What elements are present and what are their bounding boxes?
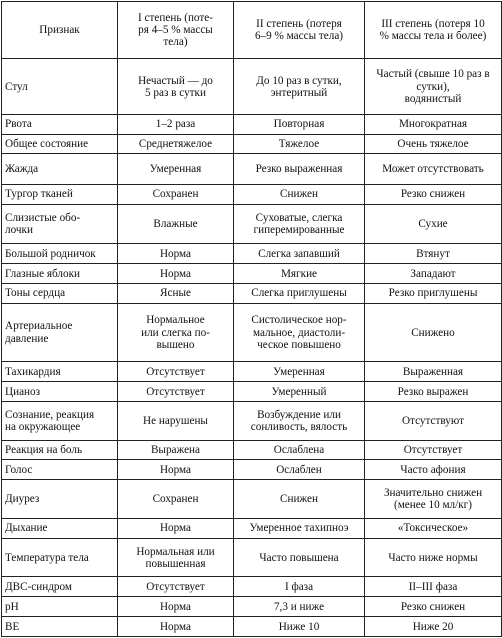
cell-feature: Сознание, реакция на окружающее — [2, 401, 118, 440]
cell-degree-2: Умеренное тахипноэ — [234, 518, 365, 538]
table-row — [2, 244, 502, 264]
table-row — [2, 382, 502, 402]
cell-feature: Большой родничок — [2, 244, 118, 264]
cell-degree-1: Норма — [118, 244, 234, 264]
table-row — [2, 401, 502, 440]
cell-degree-1: Нормальная или повышенная — [118, 538, 234, 577]
cell-degree-2: Слегка запавший — [234, 244, 365, 264]
table-row — [2, 59, 502, 114]
table-row — [2, 114, 502, 134]
cell-feature: Цианоз — [2, 382, 118, 402]
cell-degree-1: Отсутствует — [118, 382, 234, 402]
cell-degree-1: Норма — [118, 597, 234, 617]
cell-degree-1: Норма — [118, 617, 234, 637]
header-cell-degree-1: I степень (поте- ря 4–5 % массы тела) — [118, 2, 234, 59]
cell-feature: Тахикардия — [2, 362, 118, 382]
cell-feature: Жажда — [2, 154, 118, 184]
cell-degree-3: Часто афония — [365, 460, 502, 480]
table-row — [2, 597, 502, 617]
header-cell-feature: Признак — [2, 2, 118, 59]
cell-degree-2: Умеренный — [234, 382, 365, 402]
cell-degree-1: Не нарушены — [118, 401, 234, 440]
cell-degree-3: Очень тяжелое — [365, 134, 502, 154]
cell-degree-2: До 10 раз в сутки, энтеритный — [234, 59, 365, 114]
cell-degree-1: Выражена — [118, 440, 234, 460]
cell-degree-2: Повторная — [234, 114, 365, 134]
cell-degree-3: Может отсутствовать — [365, 154, 502, 184]
cell-degree-2: Снижен — [234, 480, 365, 519]
table-row — [2, 264, 502, 284]
cell-degree-2: Умеренная — [234, 362, 365, 382]
cell-feature: BE — [2, 617, 118, 637]
cell-degree-2: Снижен — [234, 184, 365, 204]
cell-degree-3: Частый (свыше 10 раз в сутки), водянистый — [365, 59, 502, 114]
cell-feature: Общее состояние — [2, 134, 118, 154]
cell-degree-3: Резко снижен — [365, 184, 502, 204]
cell-degree-1: Ясные — [118, 283, 234, 303]
cell-degree-1: Сохранен — [118, 184, 234, 204]
table-row — [2, 577, 502, 597]
cell-feature: Тургор тканей — [2, 184, 118, 204]
cell-degree-2: Слегка приглушены — [234, 283, 365, 303]
cell-degree-3: II–III фаза — [365, 577, 502, 597]
cell-degree-2: I фаза — [234, 577, 365, 597]
cell-degree-3: Часто ниже нормы — [365, 538, 502, 577]
cell-feature: Тоны сердца — [2, 283, 118, 303]
header-cell-degree-2: II степень (потеря 6–9 % массы тела) — [234, 2, 365, 59]
cell-degree-1: Умеренная — [118, 154, 234, 184]
table-row — [2, 184, 502, 204]
cell-degree-3: Резко снижен — [365, 597, 502, 617]
cell-degree-1: Нечастый — до 5 раз в сутки — [118, 59, 234, 114]
cell-degree-3: Ниже 20 — [365, 617, 502, 637]
cell-degree-3: Резко приглушены — [365, 283, 502, 303]
table-row — [2, 362, 502, 382]
cell-degree-2: Часто повышена — [234, 538, 365, 577]
cell-degree-1: Отсутствует — [118, 362, 234, 382]
cell-degree-2: Мягкие — [234, 264, 365, 284]
cell-degree-2: 7,3 и ниже — [234, 597, 365, 617]
table-row — [2, 134, 502, 154]
cell-degree-3: Отсутствует — [365, 440, 502, 460]
table-body — [2, 2, 502, 637]
table-row — [2, 617, 502, 637]
cell-feature: Слизистые обо- лочки — [2, 204, 118, 244]
cell-degree-3: Западают — [365, 264, 502, 284]
table-row — [2, 303, 502, 361]
cell-degree-2: Возбуждение или сонливость, вялость — [234, 401, 365, 440]
cell-degree-3: Многократная — [365, 114, 502, 134]
cell-degree-3: Резко выражен — [365, 382, 502, 402]
table-row — [2, 154, 502, 184]
cell-degree-3: «Токсическое» — [365, 518, 502, 538]
cell-feature: Рвота — [2, 114, 118, 134]
cell-feature: Дыхание — [2, 518, 118, 538]
cell-degree-2: Систолическое нор- мальное, диастоли- ческое повышено — [234, 303, 365, 361]
header-row — [2, 2, 502, 59]
cell-degree-1: Влажные — [118, 204, 234, 244]
table-row — [2, 518, 502, 538]
cell-feature: Голос — [2, 460, 118, 480]
cell-degree-2: Тяжелое — [234, 134, 365, 154]
cell-degree-1: Норма — [118, 264, 234, 284]
cell-feature: pH — [2, 597, 118, 617]
cell-degree-1: Норма — [118, 518, 234, 538]
cell-degree-1: Норма — [118, 460, 234, 480]
cell-degree-3: Выраженная — [365, 362, 502, 382]
cell-degree-1: 1–2 раза — [118, 114, 234, 134]
cell-degree-3: Значительно снижен (менее 10 мл/кг) — [365, 480, 502, 519]
cell-feature: Глазные яблоки — [2, 264, 118, 284]
cell-feature: Диурез — [2, 480, 118, 519]
table-row — [2, 480, 502, 519]
cell-feature: ДВС-синдром — [2, 577, 118, 597]
cell-degree-2: Ниже 10 — [234, 617, 365, 637]
cell-degree-3: Отсутствуют — [365, 401, 502, 440]
table-row — [2, 283, 502, 303]
cell-degree-1: Нормальное или слегка по- вышено — [118, 303, 234, 361]
cell-feature: Артериальное давление — [2, 303, 118, 361]
cell-degree-3: Сухие — [365, 204, 502, 244]
table-row — [2, 538, 502, 577]
cell-feature: Температура тела — [2, 538, 118, 577]
cell-degree-2: Резко выраженная — [234, 154, 365, 184]
dehydration-degrees-table — [1, 1, 502, 637]
cell-degree-3: Снижено — [365, 303, 502, 361]
table-row — [2, 460, 502, 480]
cell-degree-1: Среднетяжелое — [118, 134, 234, 154]
header-cell-degree-3: III степень (потеря 10 % массы тела и более) — [365, 2, 502, 59]
cell-degree-2: Суховатые, слегка гиперемированные — [234, 204, 365, 244]
cell-degree-2: Ослаблена — [234, 440, 365, 460]
table-row — [2, 204, 502, 244]
cell-degree-1: Сохранен — [118, 480, 234, 519]
cell-feature: Реакция на боль — [2, 440, 118, 460]
table-row — [2, 440, 502, 460]
cell-degree-1: Отсутствует — [118, 577, 234, 597]
cell-degree-2: Ослаблен — [234, 460, 365, 480]
cell-degree-3: Втянут — [365, 244, 502, 264]
cell-feature: Стул — [2, 59, 118, 114]
